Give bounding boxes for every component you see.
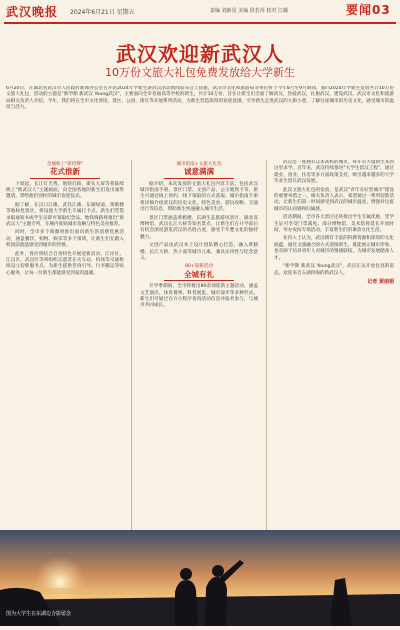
page-header bbox=[0, 0, 400, 24]
paragraph: 此外，各区将结合自身特色开展迎新活动，江岸区、江汉区、武昌区等将组织志愿者在火车站、机场等交通枢纽设立迎新服务点，为新生提供咨询引导、行李搬运等贴心服务，让每一位新生都能感受到家的温暖。 bbox=[6, 251, 124, 276]
paragraph: 文创产品由武汉本土设计团队精心打造，融入黄鹤楼、长江大桥、热干面等城市元素，兼具实用性与纪念意义。 bbox=[140, 243, 258, 262]
paragraph: 同时，全市多个商圈将推出面向新生的消费优惠活动，涵盖餐饮、购物、娱乐等多个领域，让新生们在踏入校园前就能感受到城市的热情。 bbox=[6, 230, 124, 249]
paragraph: 下周起，长江灯光秀、地铁灯箱、街头大屏等将陆续换上"新武汉人"主题画面，向全国各地的新生们发出诚挚邀请，带给他们别样的城市欢迎仪式。 bbox=[6, 181, 124, 200]
header-rule bbox=[4, 22, 396, 24]
paragraph: 据了解，在汉口江滩、武昌江滩、东湖绿道、黄鹤楼等地标性景区，将设置大学新生专属打卡点，新生们凭借录取通知书或学生证即可领取纪念品。地铁线路将推出"新武汉人"主题专列，车厢内张贴城市攻略与特色美食推荐。 bbox=[6, 202, 124, 228]
section-label: 要闻03 bbox=[346, 3, 391, 17]
section-title: 花式推新 bbox=[50, 167, 80, 177]
column-1 bbox=[6, 160, 124, 530]
section-kicker: 80+超新活动 bbox=[184, 264, 214, 270]
paragraph: 据介绍，本次发放的文旅大礼包内容丰富，包括武汉城市指南手册、景区门票、文创产品、公交地铁卡等，新生可通过线上预约、线下领取的方式获取。城市指南手册将详细介绍武汉的历史文化、特色美食、游玩攻略、交通出行等信息，帮助新生快速融入城市生活。 bbox=[140, 181, 258, 213]
headline: 武汉欢迎新武汉人 bbox=[116, 42, 284, 66]
paragraph: 活动期间，全市各大景区还将推出学生专属优惠，凭学生证可享受门票减免。部分博物馆、美术馆将延长开放时间，举办夜间专场活动，丰富新生们的课余文化生活。 bbox=[274, 215, 394, 234]
subheadline: 10万份文旅大礼包免费发放给大学新生 bbox=[105, 66, 295, 79]
section-title: 诚意满满 bbox=[184, 167, 214, 177]
byline: 记者 黄丽娟 bbox=[367, 278, 394, 285]
section-title: 全城有礼 bbox=[184, 269, 214, 279]
paragraph: 业内人士认为，武汉拥有丰富的科教资源和深厚的文化底蕴，通过文旅融合的方式迎接新生，既能展示城市形象，也有助于培养青年人对城市的情感联结，为城市发展储备人才。 bbox=[274, 236, 394, 261]
paragraph: 开学季期间，全市将推出80余项迎新主题活动，涵盖文艺演出、体育赛事、科普展览、城市漫步等多种形式。新生们可通过官方小程序查询活动信息并报名参与，与城市共同成长。 bbox=[140, 284, 258, 309]
lead-paragraph: 6月20日，在湖北省武汉市人民政府新闻办公室召开的2024年学新生游武汉活动新闻发布会上获悉，武汉市文化和旅游局等单位将于今年8月至9月期间，面向2024年学新生发放共计10万份文旅大礼包，活动的主题是"新学期 新武汉 Young武汉"，主要面向全市普通高等学校的新生，共计10万份，旨在让新生们全面了解武汉，热爱武汉，扎根武汉，建设武汉。武汉市文化和旅游局相关负责人介绍，今年，我们将在全市文化场馆、景区、公园、街区等开展系列活动，为新生营造浓厚的欢迎氛围，引导新生走进武汉的大街小巷，了解这座城市的历史文化，感受城市的温度与活力。 bbox=[6, 86, 394, 111]
title-rule bbox=[164, 178, 234, 179]
section-kicker: 城市指南+文旅大礼包 bbox=[176, 162, 222, 167]
paragraph: 景区门票涵盖黄鹤楼、东湖生态旅游风景区、湖北省博物馆、武汉长江大桥等知名景点，让新生们在开学前后有机会深度游览武汉的名胜古迹，感受千年楚文化的独特魅力。 bbox=[140, 215, 258, 240]
title-rule bbox=[30, 178, 100, 179]
column-divider bbox=[266, 160, 267, 530]
paragraph: 武汉是一座拥有众多高校的城市，每年有大量新生来到这里求学。近年来，武汉持续推进"大学生留汉工程"，通过就业、创业、住房等多方面政策支持，吸引越来越多的大学毕业生留在武汉发展。 bbox=[274, 160, 394, 185]
editors-credit: 责编 刘新星 美编 段若芮 校对 江璐 bbox=[210, 8, 288, 14]
paragraph: 此次文旅大礼包的发放，是武汉"青年友好型城市"建设的重要举措之一。相关负责人表示，希望通过一系列迎新活动，让新生们第一时间感受到武汉的城市温度，增强对这座城市的认同感和归属感。 bbox=[274, 187, 394, 212]
photo-caption: 图为大学生在东湖边合影留念 bbox=[6, 611, 72, 617]
column-divider bbox=[131, 160, 132, 530]
section-kicker: 全城秋上"新招牌" bbox=[46, 162, 84, 167]
issue-date: 2024年6月21日 星期五 bbox=[70, 9, 135, 16]
title-rule bbox=[164, 280, 234, 281]
paragraph: "新学期 新武汉 Young武汉"，武汉正以开放包容的姿态，欢迎来自五湖四海的新武汉人。 bbox=[274, 264, 394, 276]
masthead: 武汉晚报 bbox=[6, 5, 59, 19]
